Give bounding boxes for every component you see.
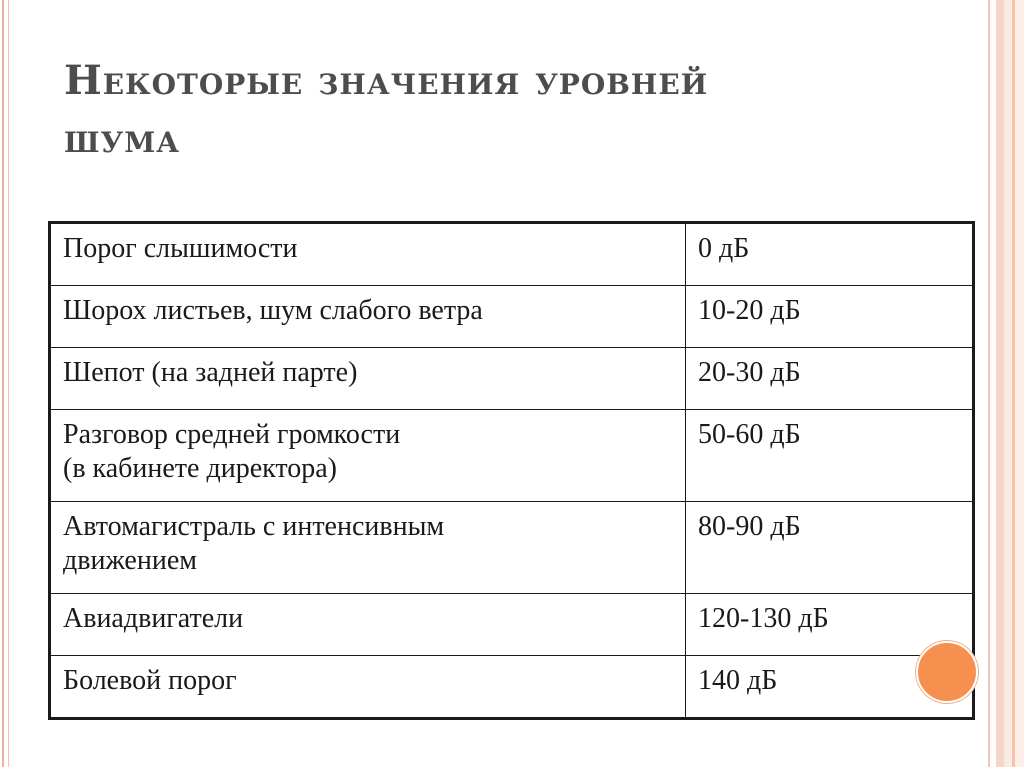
slide-title [64,52,924,168]
noise-source-cell: Шепот (на задней парте) [50,348,686,410]
noise-source-cell: Болевой порог [50,656,686,719]
noise-level-cell: 50-60 дБ [686,410,974,502]
noise-source-line: Автомагистраль с интенсивным [63,511,445,542]
table-row [50,502,974,594]
noise-source-cell [50,502,686,594]
noise-source-cell [50,410,686,502]
noise-source-line: движением [63,545,197,576]
noise-level-cell: 0 дБ [686,223,974,286]
table-row [50,656,974,719]
left-border-decoration [2,0,4,767]
noise-level-cell: 80-90 дБ [686,502,974,594]
noise-level-cell: 140 дБ [686,656,974,719]
noise-source-cell: Авиадвигатели [50,594,686,656]
noise-level-cell: 10-20 дБ [686,286,974,348]
noise-levels-table [48,221,975,720]
table-row [50,594,974,656]
noise-source-cell: Порог слышимости [50,223,686,286]
table-row [50,410,974,502]
noise-level-cell: 20-30 дБ [686,348,974,410]
slide-title-line1: Некоторые значения уровней [64,57,709,104]
table-row [50,223,974,286]
table-row [50,286,974,348]
slide-title-line2: шума [64,115,181,162]
noise-source-line: Разговор средней громкости [63,419,401,450]
noise-level-cell: 120-130 дБ [686,594,974,656]
table-row [50,348,974,410]
right-stripes-decoration [978,0,1024,767]
orange-circle-decoration [916,641,978,703]
left-border-decoration-inner [8,0,9,767]
noise-source-line: (в кабинете директора) [63,453,337,484]
noise-source-cell: Шорох листьев, шум слабого ветра [50,286,686,348]
